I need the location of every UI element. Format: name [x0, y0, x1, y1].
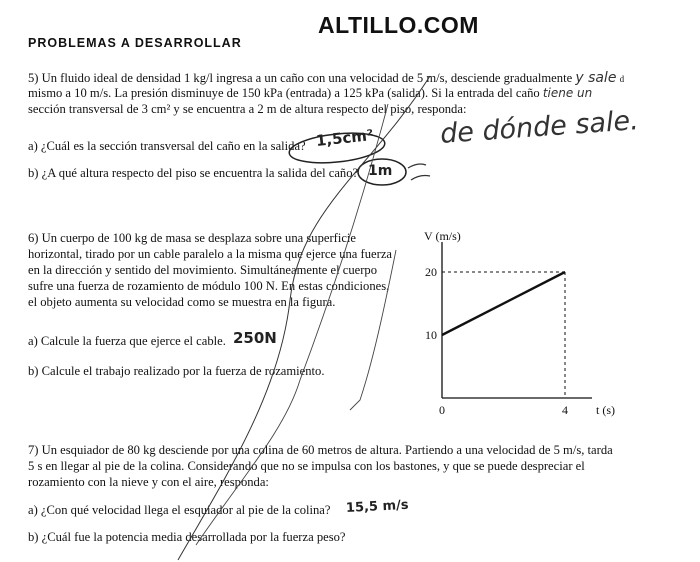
- problem6-question-a: a) Calcule la fuerza que ejerce el cable.: [28, 334, 226, 348]
- problem6-line3: en la dirección y sentido del movimiento. Simultáneamente el cuerpo: [28, 263, 378, 277]
- problem5-question-b: b) ¿A qué altura respecto del piso se encuentra la salida del caño?: [28, 166, 359, 180]
- y-axis-label: V (m/s): [424, 229, 461, 243]
- dash-mark: [408, 164, 426, 168]
- problem5-line2-tail: tiene un: [542, 86, 593, 100]
- dash-mark-2: [411, 176, 430, 181]
- problem5-line1-tail: y sale: [575, 70, 617, 86]
- problem5-line3: sección transversal de 3 cm² y se encuentra a 2 m de altura respecto del piso, responda:: [28, 102, 467, 116]
- problem6-line1: 6) Un cuerpo de 100 kg de masa se desplaza sobre una superficie: [28, 231, 357, 245]
- problem6-line5: el objeto aumenta su velocidad como se muestra en la figura.: [28, 295, 336, 309]
- problem7-line3: rozamiento con la nieve y con el aire, responda:: [28, 475, 269, 489]
- problem5-line1-text: 5) Un fluido ideal de densidad 1 kg/l ingresa a un caño con una velocidad de 5 m/s, desciende gradualmente: [28, 71, 573, 85]
- problem7-line2: 5 s en llegar al pie de la colina. Considerando que no se impulsa con los bastones, y que se puede despreciar el: [28, 459, 585, 473]
- handwritten-note: de dónde sale.: [439, 105, 640, 150]
- problem5-line1: [28, 70, 624, 86]
- problem6-line4: sufre una fuerza de rozamiento de módulo 100 N. En estas condiciones,: [28, 279, 390, 293]
- problem6-question-b: b) Calcule el trabajo realizado por la fuerza de rozamiento.: [28, 364, 325, 378]
- problem7-line1: 7) Un esquiador de 80 kg desciende por una colina de 60 metros de altura. Partiendo a una velocidad de 5 m/s, tarda: [28, 443, 613, 457]
- y-tick-10: 10: [425, 328, 437, 342]
- velocity-series-line: [442, 272, 565, 335]
- problem5-answer-a: 1,5cm²: [315, 126, 375, 150]
- velocity-time-chart: [420, 228, 620, 428]
- problem7-answer-a: 15,5 m/s: [345, 497, 409, 516]
- problem6-line2: horizontal, tirado por un cable paralelo a la misma que ejerce una fuerza: [28, 247, 392, 261]
- problem5-line2-text: mismo a 10 m/s. La presión disminuye de 150 kPa (entrada) a 125 kPa (salida). Si la entrada del caño: [28, 86, 540, 100]
- problem7-question-b: b) ¿Cuál fue la potencia media desarrollada por la fuerza peso?: [28, 530, 346, 544]
- problem5-answer-b: 1m: [368, 163, 393, 179]
- x-tick-0: 0: [439, 403, 445, 417]
- problem5-line2: [28, 86, 592, 101]
- x-tick-4: 4: [562, 403, 568, 417]
- problem6-answer-a: 250N: [233, 329, 277, 347]
- brand-logo-text: ALTILLO.COM: [318, 12, 479, 38]
- problem5-question-a: a) ¿Cuál es la sección transversal del caño en la salida?: [28, 139, 306, 153]
- problem5-line1-cut: d: [619, 74, 625, 84]
- section-title: PROBLEMAS A DESARROLLAR: [28, 36, 242, 50]
- problem7-question-a: a) ¿Con qué velocidad llega el esquiador al pie de la colina?: [28, 503, 331, 517]
- y-tick-20: 20: [425, 265, 437, 279]
- x-axis-label: t (s): [596, 403, 615, 417]
